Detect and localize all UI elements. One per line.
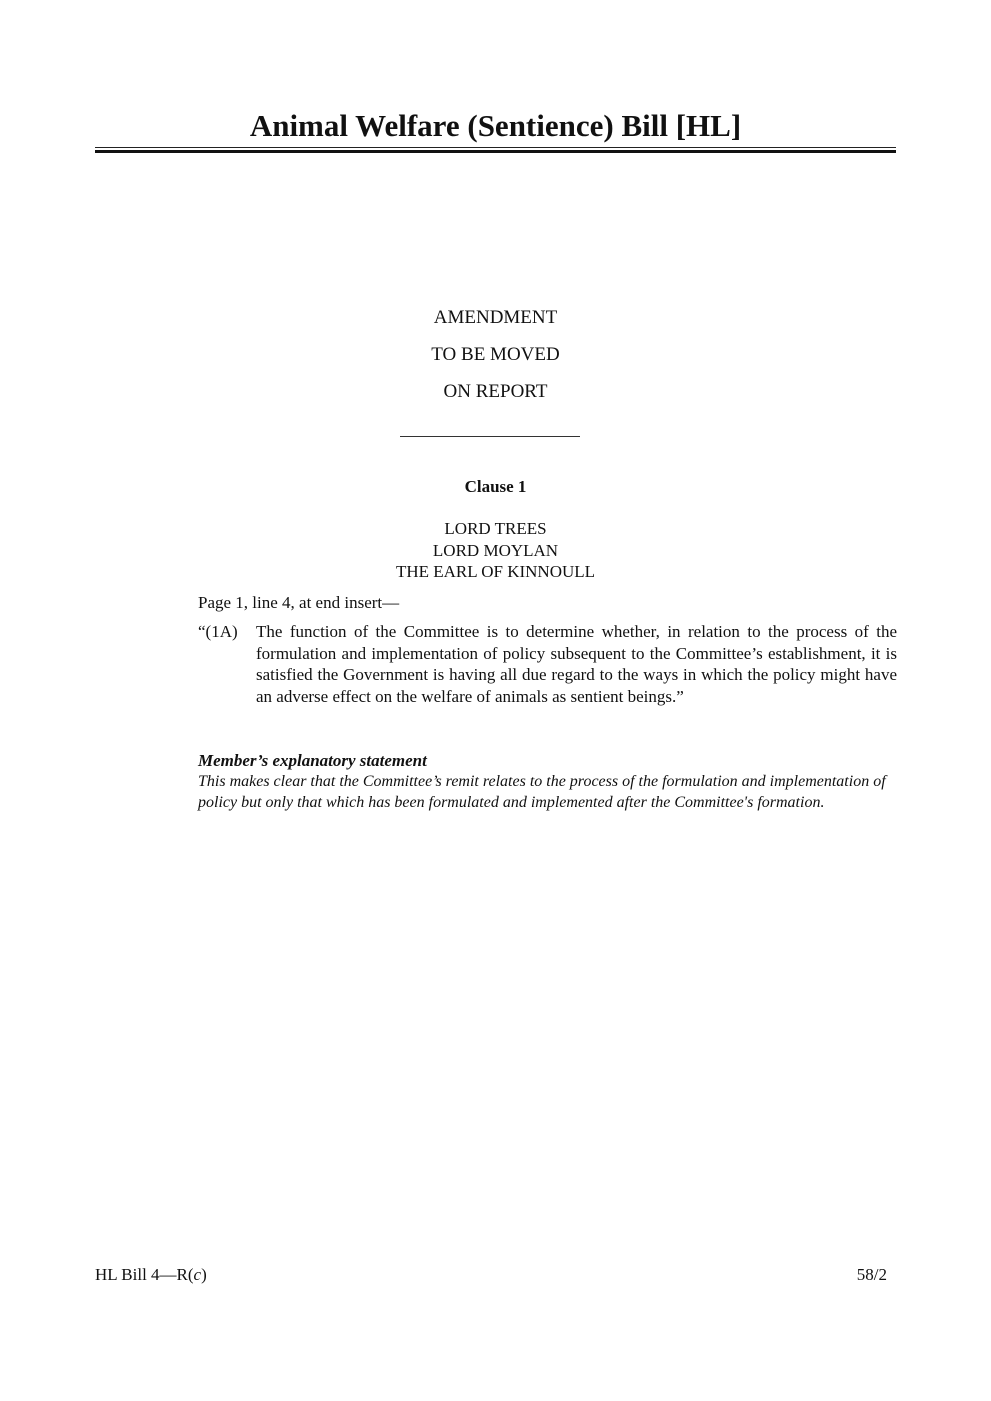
heading-on-report: ON REPORT: [443, 381, 548, 402]
bill-reference-prefix: HL Bill 4—R(: [95, 1265, 194, 1284]
heading-amendment: AMENDMENT: [433, 307, 558, 328]
bill-reference: [95, 1264, 207, 1285]
subsection-label: “(1A): [198, 622, 238, 641]
amendment-number: 58/2: [856, 1265, 887, 1284]
bill-reference-suffix: ): [201, 1265, 207, 1284]
heading-to-be-moved: TO BE MOVED: [431, 344, 560, 365]
document-title: Animal Welfare (Sentience) Bill [HL]: [249, 108, 742, 143]
explanatory-statement-heading: Member’s explanatory statement: [198, 751, 427, 770]
section-divider: [400, 436, 580, 437]
sponsor: THE EARL OF KINNOULL: [395, 562, 596, 581]
explanatory-statement-body: This makes clear that the Committee’s remit relates to the process of the formulation and implementation of policy but only that which has been formulated and implemented after the Committee's formation.: [198, 773, 886, 811]
amendment-location: Page 1, line 4, at end insert—: [198, 593, 400, 612]
amendment-text: The function of the Committee is to determine whether, in relation to the process of the formulation and implementation of policy subsequent to the Committee’s establishment, it is satisfied the Government is having all due regard to the ways in which the policy might have an adverse effect on the welfare of animals as sentient beings.”: [256, 622, 897, 706]
bill-reference-italic: c: [193, 1265, 202, 1284]
sponsor: LORD MOYLAN: [432, 540, 559, 560]
title-rule-thick: [95, 150, 896, 153]
sponsor-list: [95, 518, 896, 583]
title-rule-thin: [95, 147, 896, 148]
clause-heading: Clause 1: [464, 477, 527, 496]
sponsor: LORD TREES: [444, 519, 547, 538]
